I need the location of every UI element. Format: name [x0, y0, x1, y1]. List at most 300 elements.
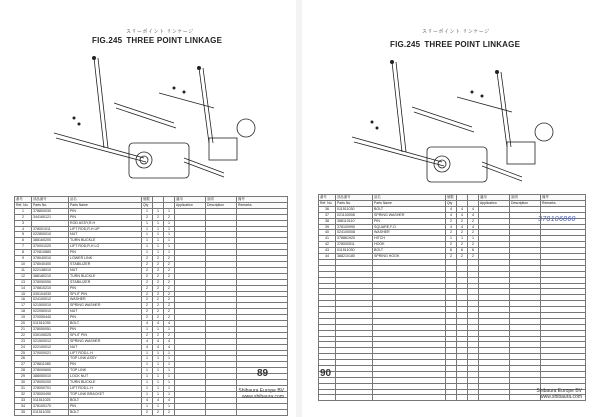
empty-cell [457, 395, 468, 401]
ref-cell: 6 [15, 238, 32, 244]
qty-cell: 1 [153, 326, 164, 332]
part-no-cell: 378100990 [336, 224, 373, 230]
ref-cell: 24 [15, 344, 32, 350]
qty-cell: 4 [164, 397, 175, 403]
part-name-cell: PIN [69, 315, 142, 321]
qty-cell: 2 [164, 256, 175, 262]
figure-subtitle: THREE POINT LINKAGE [126, 36, 223, 45]
publisher-website: www.shibaura.com [540, 394, 582, 400]
qty-cell: 1 [142, 391, 153, 397]
part-name-cell: BOLT [373, 206, 446, 212]
qty-cell: 2 [457, 254, 468, 260]
qty-cell: 4 [446, 212, 457, 218]
qty-cell: 4 [164, 344, 175, 350]
qty-cell: 1 [153, 391, 164, 397]
qty-cell: 2 [446, 218, 457, 224]
qty-cell: 1 [142, 208, 153, 214]
qty-cell: 1 [164, 350, 175, 356]
part-no-cell: 370810880 [32, 250, 69, 256]
page-number: 89 [257, 368, 269, 379]
qty-cell: 4 [164, 338, 175, 344]
qty-cell: 1 [142, 374, 153, 380]
qty-cell: 4 [153, 321, 164, 327]
col-ref: 番号 [319, 195, 336, 201]
ref-cell: 26 [15, 356, 32, 362]
qty-cell: 1 [164, 362, 175, 368]
empty-cell [468, 395, 479, 401]
qty-cell: 4 [142, 397, 153, 403]
col-ref-en: Ref. No. [15, 202, 32, 208]
part-name-cell: WASHER [69, 297, 142, 303]
col-qty-en: Qty [446, 200, 457, 206]
qty-cell: 1 [164, 238, 175, 244]
qty-cell: 4 [468, 224, 479, 230]
part-no-cell: 011511030 [336, 206, 373, 212]
right-page [312, 8, 586, 410]
qty-cell: 4 [457, 224, 468, 230]
qty-cell: 2 [142, 261, 153, 267]
ref-cell: 16 [15, 297, 32, 303]
part-no-cell: 024100012 [32, 297, 69, 303]
part-name-cell: PIN [69, 250, 142, 256]
part-name-cell: NUT [69, 232, 142, 238]
ref-cell: 8 [15, 250, 32, 256]
col-application-en: Application [175, 202, 206, 208]
part-no-cell: 378001011 [32, 226, 69, 232]
qty-cell: 2 [164, 267, 175, 273]
qty-cell: 2 [153, 409, 164, 415]
part-name-cell: NUT [69, 344, 142, 350]
qty-cell: 2 [153, 285, 164, 291]
col-qty-1: 個数 [446, 195, 457, 201]
qty-cell: 1 [164, 386, 175, 392]
handwritten-stamp: 378106860 [538, 216, 576, 223]
qty-cell: 2 [142, 315, 153, 321]
ref-cell: 29 [15, 374, 32, 380]
ref-cell: 17 [15, 303, 32, 309]
ref-cell: 40 [319, 230, 336, 236]
ref-cell: 9 [15, 256, 32, 262]
col-remarks-en: Remarks [541, 200, 586, 206]
qty-cell: 2 [164, 291, 175, 297]
part-name-cell: TURN BUCKLE [69, 273, 142, 279]
qty-cell: 2 [446, 242, 457, 248]
ref-cell: 33 [15, 397, 32, 403]
qty-cell: 4 [153, 344, 164, 350]
part-name-cell: TURN BUCKLE [69, 238, 142, 244]
qty-cell: 4 [153, 338, 164, 344]
qty-cell: 1 [164, 250, 175, 256]
qty-cell: 1 [153, 350, 164, 356]
part-no-cell: 378810210 [32, 285, 69, 291]
qty-cell: 2 [164, 273, 175, 279]
qty-cell: 1 [153, 244, 164, 250]
publisher-website: www.shibaura.com [242, 394, 284, 400]
part-no-cell: 378050051 [32, 326, 69, 332]
qty-cell: 4 [468, 212, 479, 218]
part-name-cell: SQUARE,F.O [373, 224, 446, 230]
col-remarks: 備考 [541, 195, 586, 201]
empty-cell [237, 409, 288, 415]
qty-cell: 2 [153, 273, 164, 279]
col-part-name: 品名 [373, 195, 446, 201]
qty-cell: 1 [153, 362, 164, 368]
qty-cell: 1 [164, 208, 175, 214]
part-name-cell: BOLT [69, 397, 142, 403]
part-no-cell: 378811080 [32, 362, 69, 368]
publisher-name: Shibaura Europe BV [238, 388, 284, 394]
qty-cell: 1 [153, 368, 164, 374]
part-no-cell: 378861920 [336, 236, 373, 242]
figure-subtitle: THREE POINT LINKAGE [424, 40, 521, 49]
qty-cell: 4 [142, 344, 153, 350]
part-no-cell: 388160200 [32, 238, 69, 244]
qty-cell: 1 [164, 220, 175, 226]
qty-cell: 4 [142, 338, 153, 344]
linkage-diagram [34, 48, 264, 186]
part-name-cell: LOWER LINK [69, 256, 142, 262]
qty-cell: 1 [468, 236, 479, 242]
qty-cell: 4 [446, 206, 457, 212]
qty-cell: 4 [164, 321, 175, 327]
qty-cell: 1 [164, 403, 175, 409]
col-application: 適用 [175, 197, 206, 203]
qty-cell: 2 [468, 242, 479, 248]
part-no-cell: 024100008 [336, 230, 373, 236]
col-description-en: Description [206, 202, 237, 208]
qty-cell: 2 [153, 256, 164, 262]
qty-cell: 2 [164, 285, 175, 291]
qty-cell: 1 [153, 386, 164, 392]
ref-cell: 32 [15, 391, 32, 397]
col-ref: 番号 [15, 197, 32, 203]
ref-cell: 31 [15, 386, 32, 392]
qty-cell: 2 [164, 214, 175, 220]
qty-cell: 1 [164, 380, 175, 386]
part-name-cell: LIFT ROD,L.H [69, 350, 142, 356]
qty-cell: 2 [457, 242, 468, 248]
qty-cell: 2 [153, 291, 164, 297]
qty-cell: 1 [164, 368, 175, 374]
part-no-cell: 011511030 [336, 248, 373, 254]
part-no-cell: 030104030 [32, 291, 69, 297]
qty-cell: 2 [153, 309, 164, 315]
part-name-cell: LIFT ROD,L.H [69, 386, 142, 392]
col-part-no: 部品番号 [32, 197, 69, 203]
ref-cell: 13 [15, 279, 32, 285]
part-name-cell: PIN [373, 218, 446, 224]
qty-cell: 4 [153, 397, 164, 403]
qty-cell: 1 [142, 220, 153, 226]
qty-cell: 2 [142, 332, 153, 338]
part-name-cell: NUT [69, 309, 142, 315]
part-name-cell: TOP LINK [69, 368, 142, 374]
ref-cell: 20 [15, 321, 32, 327]
ref-cell: 14 [15, 285, 32, 291]
qty-cell: 2 [153, 261, 164, 267]
qty-cell: 2 [153, 267, 164, 273]
col-description: 説明 [510, 195, 541, 201]
ref-cell: 35 [15, 409, 32, 415]
jp-title: スリーポイント リンケージ [126, 29, 194, 35]
part-name-cell: PIN [69, 285, 142, 291]
qty-cell: 2 [153, 214, 164, 220]
part-no-cell: 378040400 [32, 261, 69, 267]
ref-cell: 38 [319, 218, 336, 224]
parts-table [318, 194, 586, 401]
table-row [15, 409, 288, 415]
part-no-cell: 022100012 [32, 344, 69, 350]
qty-cell: 2 [153, 279, 164, 285]
part-name-cell: PIN [69, 208, 142, 214]
qty-cell: 1 [142, 380, 153, 386]
qty-cell: 1 [153, 356, 164, 362]
qty-cell: 1 [142, 386, 153, 392]
qty-cell: 2 [153, 332, 164, 338]
ref-cell: 27 [15, 362, 32, 368]
col-application: 適用 [479, 195, 510, 201]
part-name-cell: SPRING WASHER [69, 303, 142, 309]
figure-title [92, 36, 226, 45]
part-name-cell: BOLT [69, 321, 142, 327]
qty-cell: 2 [142, 291, 153, 297]
ref-cell: 42 [319, 242, 336, 248]
part-name-cell: BOLT [69, 409, 142, 415]
part-name-cell: PIN [69, 362, 142, 368]
part-name-cell: LOCK NUT [69, 374, 142, 380]
empty-cell [446, 395, 457, 401]
ref-cell: 1 [15, 208, 32, 214]
part-name-cell: STABILIZER [69, 261, 142, 267]
qty-cell: 1 [142, 403, 153, 409]
part-no-cell: 378000511 [336, 242, 373, 248]
qty-cell: 2 [153, 315, 164, 321]
qty-cell: 2 [457, 230, 468, 236]
ref-cell: 12 [15, 273, 32, 279]
part-no-cell: 378000200 [32, 380, 69, 386]
part-name-cell: SPRING WASHER [69, 338, 142, 344]
col-part-no-en: Parts No. [32, 202, 69, 208]
publisher-block [184, 388, 284, 400]
qty-cell: 1 [153, 226, 164, 232]
empty-cell [336, 395, 373, 401]
ref-cell: 34 [15, 403, 32, 409]
part-no-cell: 388110110 [336, 218, 373, 224]
qty-cell: 2 [153, 297, 164, 303]
col-remarks: 備考 [237, 197, 288, 203]
ref-cell: 44 [319, 254, 336, 260]
qty-cell: 2 [142, 285, 153, 291]
part-no-cell: 011511025 [32, 397, 69, 403]
qty-cell: 1 [142, 368, 153, 374]
qty-cell: 1 [164, 232, 175, 238]
qty-cell: 1 [153, 232, 164, 238]
col-description: 説明 [206, 197, 237, 203]
left-page [14, 8, 288, 414]
qty-cell: 1 [142, 350, 153, 356]
ref-cell: 2 [15, 214, 32, 220]
qty-cell: 1 [142, 238, 153, 244]
part-no-cell: 378100170 [32, 403, 69, 409]
qty-cell: 1 [142, 356, 153, 362]
ref-cell: 4 [15, 226, 32, 232]
ref-cell: 36 [319, 206, 336, 212]
qty-cell: 2 [142, 256, 153, 262]
part-name-cell: LIFT ROD,R.H UP [69, 226, 142, 232]
part-name-cell: TURN BUCKLE [69, 380, 142, 386]
part-no-cell: 370000021 [32, 350, 69, 356]
qty-cell: 2 [142, 214, 153, 220]
qty-cell: 1 [164, 391, 175, 397]
qty-cell: 1 [164, 356, 175, 362]
part-no-cell: 378050050 [32, 279, 69, 285]
ref-cell: 28 [15, 368, 32, 374]
part-no-cell: 378000490 [32, 391, 69, 397]
qty-cell: 4 [457, 206, 468, 212]
qty-cell: 1 [153, 238, 164, 244]
qty-cell: 2 [142, 273, 153, 279]
ref-cell: 10 [15, 261, 32, 267]
page-gutter [296, 0, 302, 417]
qty-cell: 2 [142, 267, 153, 273]
part-name-cell: SPLIT PIN [69, 291, 142, 297]
empty-cell [373, 395, 446, 401]
col-part-name-en: Parts Name [69, 202, 142, 208]
qty-cell: 2 [164, 315, 175, 321]
part-name-cell: TOP LINK BRACKET [69, 391, 142, 397]
part-name-cell: TOP LINK ASSY [69, 356, 142, 362]
figure-title [390, 40, 524, 49]
col-part-name-en: Parts Name [373, 200, 446, 206]
jp-title: スリーポイント リンケージ [422, 29, 490, 35]
part-no-cell: 022138010 [32, 267, 69, 273]
qty-cell: 1 [446, 236, 457, 242]
part-no-cell: 022800010 [32, 232, 69, 238]
part-no-cell: 370001020 [32, 244, 69, 250]
linkage-diagram [332, 52, 562, 188]
part-name-cell: ROD ASSY,R.H [69, 220, 142, 226]
qty-cell: 6 [457, 248, 468, 254]
part-name-cell: SPRING WASHER [373, 212, 446, 218]
part-name-cell: PIN [69, 214, 142, 220]
qty-cell: 4 [457, 212, 468, 218]
qty-cell: 2 [164, 279, 175, 285]
part-name-cell: HITCH [373, 236, 446, 242]
qty-cell: 2 [446, 254, 457, 260]
ref-cell: 7 [15, 244, 32, 250]
col-qty-en: Qty [142, 202, 153, 208]
part-no-cell: 378000600 [32, 368, 69, 374]
qty-cell: 2 [468, 254, 479, 260]
qty-cell: 4 [142, 321, 153, 327]
qty-cell: 2 [153, 303, 164, 309]
part-no-cell: 022050010 [32, 309, 69, 315]
part-name-cell: BOLT [373, 248, 446, 254]
qty-cell: 1 [153, 250, 164, 256]
ref-cell: 19 [15, 315, 32, 321]
qty-cell: 2 [446, 230, 457, 236]
part-no-cell: 378040010 [32, 256, 69, 262]
ref-cell: 21 [15, 326, 32, 332]
ref-cell: 3 [15, 220, 32, 226]
col-remarks-en: Remarks [237, 202, 288, 208]
publisher-block [482, 388, 582, 400]
qty-cell: 1 [142, 226, 153, 232]
qty-cell: 6 [446, 248, 457, 254]
parts-table [14, 196, 288, 416]
part-no-cell: 388180210 [32, 273, 69, 279]
ref-cell: 11 [15, 267, 32, 273]
part-no-cell: 021500010 [32, 303, 69, 309]
part-name-cell: SPRING HOOK [373, 254, 446, 260]
ref-cell: 15 [15, 291, 32, 297]
col-description-en: Description [510, 200, 541, 206]
part-no-cell: 021500012 [32, 338, 69, 344]
figure-number: FIG.245 [92, 36, 123, 45]
publisher-name: Shibaura Europe BV [536, 388, 582, 394]
empty-cell [206, 409, 237, 415]
qty-cell: 2 [164, 309, 175, 315]
empty-cell [319, 395, 336, 401]
qty-cell: 1 [164, 226, 175, 232]
qty-cell: 6 [468, 248, 479, 254]
qty-cell: 1 [164, 374, 175, 380]
qty-cell: 1 [153, 220, 164, 226]
qty-cell: 1 [142, 232, 153, 238]
qty-cell: 2 [164, 303, 175, 309]
part-no-cell: 370050440 [32, 315, 69, 321]
qty-cell: 1 [153, 403, 164, 409]
qty-cell: 2 [164, 409, 175, 415]
qty-cell: 2 [142, 279, 153, 285]
qty-cell: 1 [142, 244, 153, 250]
qty-cell: 2 [142, 297, 153, 303]
ref-cell: 5 [15, 232, 32, 238]
qty-cell: 2 [457, 218, 468, 224]
part-name-cell: HOOK [373, 242, 446, 248]
qty-cell: 1 [142, 362, 153, 368]
col-part-no-en: Parts No. [336, 200, 373, 206]
qty-cell: 1 [142, 326, 153, 332]
part-name-cell: SPLIT PIN [69, 332, 142, 338]
qty-cell: 2 [468, 230, 479, 236]
part-no-cell: 378000701 [32, 386, 69, 392]
part-name-cell: STABILIZER [69, 279, 142, 285]
ref-cell: 39 [319, 224, 336, 230]
ref-cell: 22 [15, 332, 32, 338]
part-name-cell: LIFT ROD,R.H LO [69, 244, 142, 250]
part-name-cell: NUT [69, 267, 142, 273]
qty-cell: 2 [164, 261, 175, 267]
qty-cell: 4 [446, 224, 457, 230]
col-part-no: 部品番号 [336, 195, 373, 201]
ref-cell: 37 [319, 212, 336, 218]
qty-cell: 1 [457, 236, 468, 242]
qty-cell: 2 [142, 409, 153, 415]
page-number: 90 [320, 368, 332, 379]
part-no-cell: 344160121 [32, 214, 69, 220]
qty-cell: 2 [164, 297, 175, 303]
part-no-cell: 011511035 [32, 409, 69, 415]
ref-cell: 25 [15, 350, 32, 356]
qty-cell: 1 [153, 208, 164, 214]
qty-cell: 1 [153, 380, 164, 386]
part-no-cell: 388210180 [336, 254, 373, 260]
qty-cell: 2 [142, 303, 153, 309]
qty-cell: 1 [164, 326, 175, 332]
empty-cell [175, 409, 206, 415]
part-name-cell: PIN [69, 326, 142, 332]
